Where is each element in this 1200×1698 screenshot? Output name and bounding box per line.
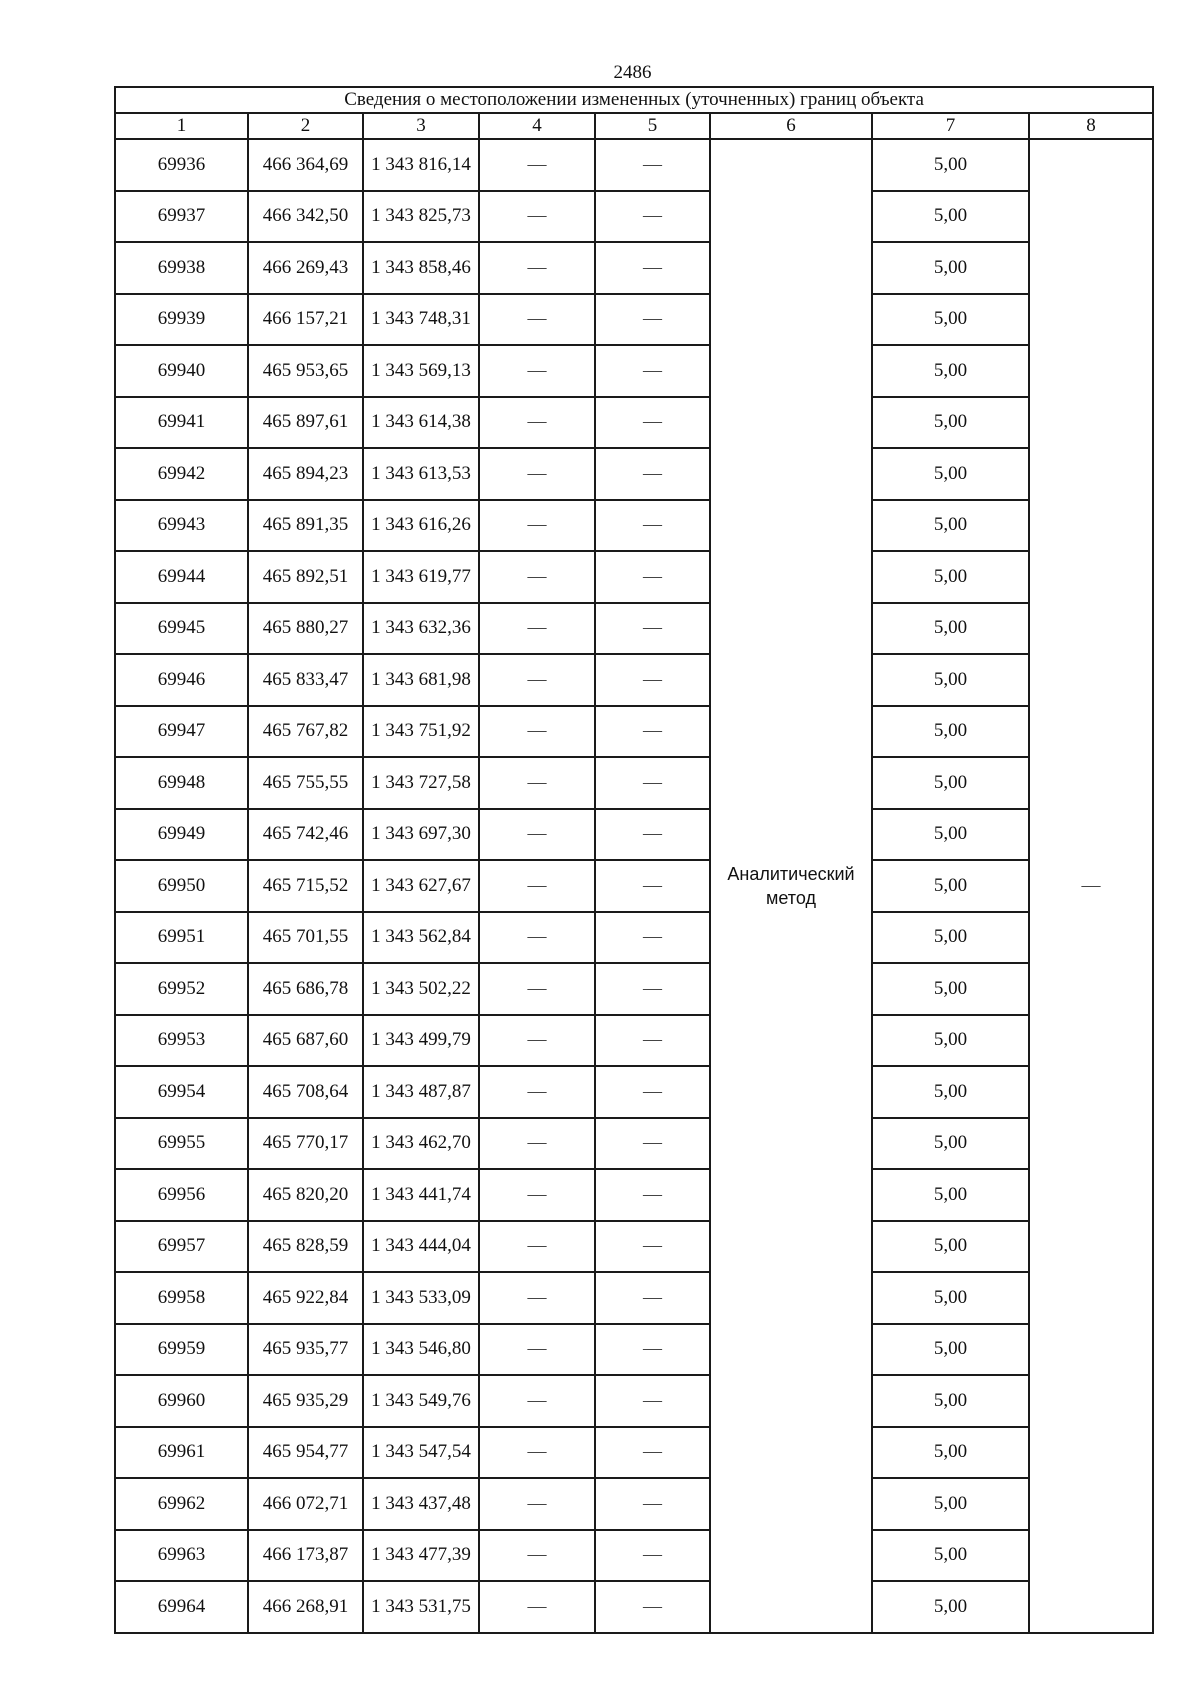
x-coordinate-cell: 465 820,20 — [248, 1169, 363, 1221]
y-coordinate-cell: 1 343 569,13 — [363, 345, 479, 397]
column5-cell: — — [595, 448, 710, 500]
y-coordinate-cell: 1 343 614,38 — [363, 397, 479, 449]
point-number-cell: 69940 — [115, 345, 248, 397]
column4-cell: — — [479, 1375, 595, 1427]
accuracy-cell: 5,00 — [872, 1324, 1029, 1376]
x-coordinate-cell: 466 269,43 — [248, 242, 363, 294]
y-coordinate-cell: 1 343 616,26 — [363, 500, 479, 552]
table-row — [115, 551, 1153, 603]
point-number-cell: 69964 — [115, 1581, 248, 1633]
point-number-cell: 69953 — [115, 1015, 248, 1067]
column5-cell: — — [595, 191, 710, 243]
column5-cell: — — [595, 860, 710, 912]
column5-cell: — — [595, 139, 710, 191]
column4-cell: — — [479, 1324, 595, 1376]
point-number-cell: 69954 — [115, 1066, 248, 1118]
column5-cell: — — [595, 551, 710, 603]
x-coordinate-cell: 466 072,71 — [248, 1478, 363, 1530]
x-coordinate-cell: 466 342,50 — [248, 191, 363, 243]
accuracy-cell: 5,00 — [872, 139, 1029, 191]
accuracy-cell: 5,00 — [872, 1118, 1029, 1170]
column5-cell: — — [595, 500, 710, 552]
point-number-cell: 69939 — [115, 294, 248, 346]
table-row — [115, 1375, 1153, 1427]
table-caption: Сведения о местоположении измененных (уточненных) границ объекта — [115, 87, 1153, 113]
column5-cell: — — [595, 242, 710, 294]
x-coordinate-cell: 465 892,51 — [248, 551, 363, 603]
table-row — [115, 1581, 1153, 1633]
point-number-cell: 69958 — [115, 1272, 248, 1324]
accuracy-cell: 5,00 — [872, 757, 1029, 809]
column5-cell: — — [595, 397, 710, 449]
accuracy-cell: 5,00 — [872, 345, 1029, 397]
method-text: Аналитический метод — [727, 863, 855, 908]
x-coordinate-cell: 465 891,35 — [248, 500, 363, 552]
table-row — [115, 191, 1153, 243]
column4-cell: — — [479, 1581, 595, 1633]
y-coordinate-cell: 1 343 816,14 — [363, 139, 479, 191]
accuracy-cell: 5,00 — [872, 963, 1029, 1015]
column5-cell: — — [595, 757, 710, 809]
x-coordinate-cell: 465 701,55 — [248, 912, 363, 964]
x-coordinate-cell: 465 770,17 — [248, 1118, 363, 1170]
page-number: 2486 — [613, 62, 652, 83]
column5-cell: — — [595, 654, 710, 706]
table-row — [115, 912, 1153, 964]
x-coordinate-cell: 465 833,47 — [248, 654, 363, 706]
table-row — [115, 397, 1153, 449]
point-number-cell: 69937 — [115, 191, 248, 243]
column4-cell: — — [479, 963, 595, 1015]
column-number: 5 — [595, 113, 710, 139]
accuracy-cell: 5,00 — [872, 397, 1029, 449]
x-coordinate-cell: 465 708,64 — [248, 1066, 363, 1118]
accuracy-cell: 5,00 — [872, 191, 1029, 243]
column5-cell: — — [595, 809, 710, 861]
y-coordinate-cell: 1 343 681,98 — [363, 654, 479, 706]
point-number-cell: 69938 — [115, 242, 248, 294]
table-row — [115, 242, 1153, 294]
column4-cell: — — [479, 1272, 595, 1324]
point-number-cell: 69950 — [115, 860, 248, 912]
accuracy-cell: 5,00 — [872, 1066, 1029, 1118]
table-row — [115, 706, 1153, 758]
accuracy-cell: 5,00 — [872, 809, 1029, 861]
column4-cell: — — [479, 1427, 595, 1479]
column4-cell: — — [479, 294, 595, 346]
accuracy-cell: 5,00 — [872, 860, 1029, 912]
column4-cell: — — [479, 1478, 595, 1530]
column4-cell: — — [479, 191, 595, 243]
column5-cell: — — [595, 1066, 710, 1118]
column-number: 1 — [115, 113, 248, 139]
point-number-cell: 69962 — [115, 1478, 248, 1530]
column4-cell: — — [479, 757, 595, 809]
column4-cell: — — [479, 912, 595, 964]
method-cell — [710, 139, 872, 1633]
y-coordinate-cell: 1 343 441,74 — [363, 1169, 479, 1221]
column4-cell: — — [479, 1221, 595, 1273]
column5-cell: — — [595, 1324, 710, 1376]
column4-cell: — — [479, 448, 595, 500]
column4-cell: — — [479, 397, 595, 449]
y-coordinate-cell: 1 343 502,22 — [363, 963, 479, 1015]
column4-cell: — — [479, 1169, 595, 1221]
column5-cell: — — [595, 963, 710, 1015]
y-coordinate-cell: 1 343 613,53 — [363, 448, 479, 500]
column5-cell: — — [595, 1015, 710, 1067]
point-number-cell: 69951 — [115, 912, 248, 964]
y-coordinate-cell: 1 343 533,09 — [363, 1272, 479, 1324]
y-coordinate-cell: 1 343 858,46 — [363, 242, 479, 294]
column4-cell: — — [479, 1118, 595, 1170]
column5-cell: — — [595, 1375, 710, 1427]
table-row — [115, 1221, 1153, 1273]
column4-cell: — — [479, 139, 595, 191]
y-coordinate-cell: 1 343 627,67 — [363, 860, 479, 912]
accuracy-cell: 5,00 — [872, 242, 1029, 294]
column4-cell: — — [479, 1530, 595, 1582]
column4-cell: — — [479, 603, 595, 655]
table-row — [115, 1272, 1153, 1324]
x-coordinate-cell: 465 742,46 — [248, 809, 363, 861]
column5-cell: — — [595, 603, 710, 655]
column4-cell: — — [479, 706, 595, 758]
column5-cell: — — [595, 706, 710, 758]
table-row — [115, 603, 1153, 655]
x-coordinate-cell: 465 715,52 — [248, 860, 363, 912]
table-row — [115, 500, 1153, 552]
column4-cell: — — [479, 242, 595, 294]
x-coordinate-cell: 465 953,65 — [248, 345, 363, 397]
accuracy-cell: 5,00 — [872, 1530, 1029, 1582]
column5-cell: — — [595, 1530, 710, 1582]
column-number: 7 — [872, 113, 1029, 139]
y-coordinate-cell: 1 343 547,54 — [363, 1427, 479, 1479]
table-row — [115, 1169, 1153, 1221]
accuracy-cell: 5,00 — [872, 1221, 1029, 1273]
column5-cell: — — [595, 1478, 710, 1530]
accuracy-cell: 5,00 — [872, 654, 1029, 706]
table-row — [115, 448, 1153, 500]
column5-cell: — — [595, 345, 710, 397]
y-coordinate-cell: 1 343 531,75 — [363, 1581, 479, 1633]
accuracy-cell: 5,00 — [872, 551, 1029, 603]
y-coordinate-cell: 1 343 444,04 — [363, 1221, 479, 1273]
accuracy-cell: 5,00 — [872, 1015, 1029, 1067]
table-row — [115, 139, 1153, 191]
point-number-cell: 69957 — [115, 1221, 248, 1273]
y-coordinate-cell: 1 343 462,70 — [363, 1118, 479, 1170]
point-number-cell: 69956 — [115, 1169, 248, 1221]
table-row — [115, 1530, 1153, 1582]
y-coordinate-cell: 1 343 697,30 — [363, 809, 479, 861]
point-number-cell: 69948 — [115, 757, 248, 809]
table-row — [115, 294, 1153, 346]
point-number-cell: 69949 — [115, 809, 248, 861]
accuracy-cell: 5,00 — [872, 912, 1029, 964]
x-coordinate-cell: 465 897,61 — [248, 397, 363, 449]
table-row — [115, 1015, 1153, 1067]
column4-cell: — — [479, 860, 595, 912]
point-number-cell: 69947 — [115, 706, 248, 758]
column-number: 4 — [479, 113, 595, 139]
column8-cell: — — [1029, 139, 1153, 1633]
table-row — [115, 1427, 1153, 1479]
column-number: 2 — [248, 113, 363, 139]
y-coordinate-cell: 1 343 751,92 — [363, 706, 479, 758]
column4-cell: — — [479, 551, 595, 603]
column5-cell: — — [595, 294, 710, 346]
accuracy-cell: 5,00 — [872, 1375, 1029, 1427]
column-number: 6 — [710, 113, 872, 139]
point-number-cell: 69945 — [115, 603, 248, 655]
table-row — [115, 654, 1153, 706]
column4-cell: — — [479, 1015, 595, 1067]
accuracy-cell: 5,00 — [872, 294, 1029, 346]
column5-cell: — — [595, 912, 710, 964]
x-coordinate-cell: 465 880,27 — [248, 603, 363, 655]
column4-cell: — — [479, 809, 595, 861]
column5-cell: — — [595, 1221, 710, 1273]
table-row — [115, 860, 1153, 912]
y-coordinate-cell: 1 343 487,87 — [363, 1066, 479, 1118]
y-coordinate-cell: 1 343 748,31 — [363, 294, 479, 346]
y-coordinate-cell: 1 343 477,39 — [363, 1530, 479, 1582]
point-number-cell: 69936 — [115, 139, 248, 191]
column5-cell: — — [595, 1118, 710, 1170]
x-coordinate-cell: 466 173,87 — [248, 1530, 363, 1582]
accuracy-cell: 5,00 — [872, 1169, 1029, 1221]
column-number: 3 — [363, 113, 479, 139]
table-row — [115, 1478, 1153, 1530]
accuracy-cell: 5,00 — [872, 1478, 1029, 1530]
y-coordinate-cell: 1 343 727,58 — [363, 757, 479, 809]
x-coordinate-cell: 465 954,77 — [248, 1427, 363, 1479]
point-number-cell: 69952 — [115, 963, 248, 1015]
x-coordinate-cell: 465 687,60 — [248, 1015, 363, 1067]
accuracy-cell: 5,00 — [872, 500, 1029, 552]
x-coordinate-cell: 465 767,82 — [248, 706, 363, 758]
table-row — [115, 1118, 1153, 1170]
accuracy-cell: 5,00 — [872, 706, 1029, 758]
point-number-cell: 69943 — [115, 500, 248, 552]
point-number-cell: 69963 — [115, 1530, 248, 1582]
column-number-row — [115, 113, 1153, 139]
accuracy-cell: 5,00 — [872, 1427, 1029, 1479]
accuracy-cell: 5,00 — [872, 1272, 1029, 1324]
point-number-cell: 69944 — [115, 551, 248, 603]
x-coordinate-cell: 466 268,91 — [248, 1581, 363, 1633]
x-coordinate-cell: 465 935,77 — [248, 1324, 363, 1376]
column5-cell: — — [595, 1272, 710, 1324]
y-coordinate-cell: 1 343 632,36 — [363, 603, 479, 655]
column5-cell: — — [595, 1427, 710, 1479]
x-coordinate-cell: 465 894,23 — [248, 448, 363, 500]
x-coordinate-cell: 465 922,84 — [248, 1272, 363, 1324]
table-row — [115, 1066, 1153, 1118]
point-number-cell: 69961 — [115, 1427, 248, 1479]
table-row — [115, 963, 1153, 1015]
column4-cell: — — [479, 1066, 595, 1118]
table-body — [115, 139, 1153, 1633]
y-coordinate-cell: 1 343 546,80 — [363, 1324, 479, 1376]
x-coordinate-cell: 465 686,78 — [248, 963, 363, 1015]
x-coordinate-cell: 466 157,21 — [248, 294, 363, 346]
y-coordinate-cell: 1 343 499,79 — [363, 1015, 479, 1067]
accuracy-cell: 5,00 — [872, 1581, 1029, 1633]
table-row — [115, 809, 1153, 861]
y-coordinate-cell: 1 343 619,77 — [363, 551, 479, 603]
point-number-cell: 69955 — [115, 1118, 248, 1170]
column-number: 8 — [1029, 113, 1153, 139]
accuracy-cell: 5,00 — [872, 448, 1029, 500]
column4-cell: — — [479, 345, 595, 397]
column5-cell: — — [595, 1169, 710, 1221]
table-row — [115, 345, 1153, 397]
point-number-cell: 69959 — [115, 1324, 248, 1376]
y-coordinate-cell: 1 343 437,48 — [363, 1478, 479, 1530]
column5-cell: — — [595, 1581, 710, 1633]
y-coordinate-cell: 1 343 562,84 — [363, 912, 479, 964]
y-coordinate-cell: 1 343 549,76 — [363, 1375, 479, 1427]
point-number-cell: 69960 — [115, 1375, 248, 1427]
x-coordinate-cell: 465 828,59 — [248, 1221, 363, 1273]
x-coordinate-cell: 465 935,29 — [248, 1375, 363, 1427]
column4-cell: — — [479, 500, 595, 552]
x-coordinate-cell: 465 755,55 — [248, 757, 363, 809]
coordinates-table — [114, 86, 1154, 1634]
point-number-cell: 69946 — [115, 654, 248, 706]
accuracy-cell: 5,00 — [872, 603, 1029, 655]
column4-cell: — — [479, 654, 595, 706]
point-number-cell: 69942 — [115, 448, 248, 500]
y-coordinate-cell: 1 343 825,73 — [363, 191, 479, 243]
table-row — [115, 1324, 1153, 1376]
table-row — [115, 757, 1153, 809]
point-number-cell: 69941 — [115, 397, 248, 449]
x-coordinate-cell: 466 364,69 — [248, 139, 363, 191]
